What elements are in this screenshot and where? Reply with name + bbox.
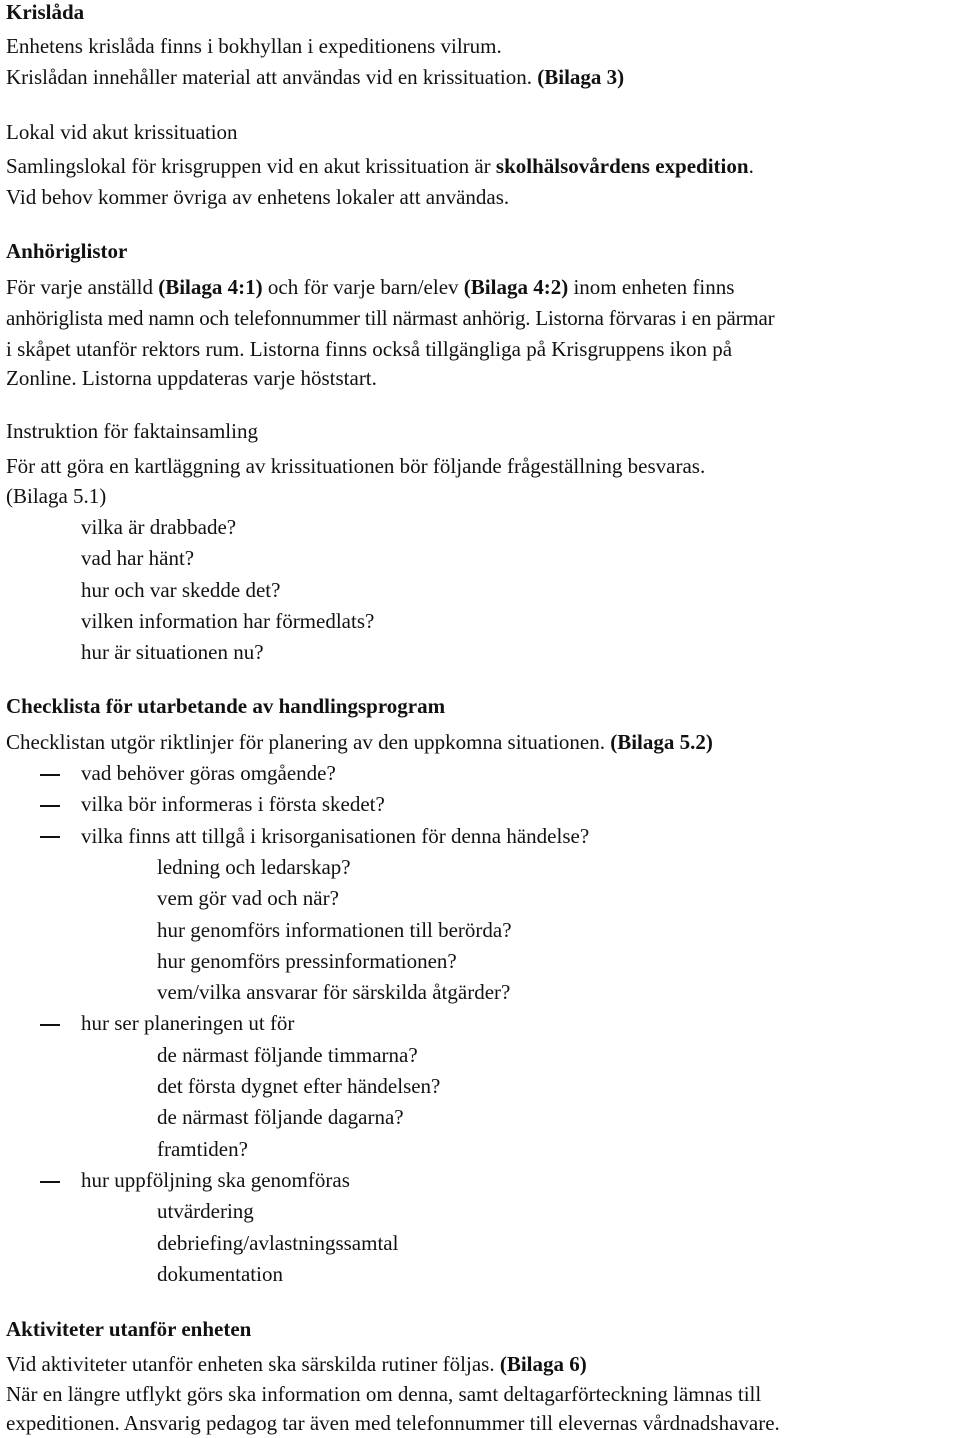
fact-question: vad har hänt? [81, 546, 195, 570]
attachment-ref: (Bilaga 6) [499, 1352, 587, 1376]
lokal-paragraph-2: Vid behov kommer övriga av enhetens lokaler att användas. [6, 185, 510, 209]
text: Checklistan utgör riktlinjer för planering av den uppkomna situationen. [6, 730, 611, 754]
dash-bullet [40, 1024, 60, 1026]
emphasis-location: skolhälsovårdens expedition [495, 154, 749, 178]
text: Vid aktiviteter utanför enheten ska särskilda rutiner följas. [6, 1352, 500, 1376]
attachment-ref: (Bilaga 4:1) [158, 275, 263, 299]
fact-question: hur är situationen nu? [81, 640, 264, 664]
anhoriglistor-line-4: Zonline. Listorna uppdateras varje höststart. [6, 366, 377, 390]
text: Samlingslokal för krisgruppen vid en akut krissituation är [6, 154, 496, 178]
checklist-subitem: de närmast följande timmarna? [157, 1043, 418, 1067]
attachment-ref: (Bilaga 5.2) [610, 730, 713, 754]
attachment-ref: (Bilaga 4:2) [463, 275, 569, 299]
text: och för varje barn/elev [262, 275, 464, 299]
dash-bullet [40, 805, 60, 807]
checklist-subitem: vem gör vad och när? [157, 886, 339, 910]
checklist-subitem: vem/vilka ansvarar för särskilda åtgärder? [157, 980, 511, 1004]
checklist-subitem: utvärdering [157, 1199, 254, 1223]
fact-question: vilka är drabbade? [81, 515, 237, 539]
dash-bullet [40, 774, 60, 776]
checklist-item: vilka bör informeras i första skedet? [81, 792, 385, 816]
checklist-subitem: dokumentation [157, 1262, 283, 1286]
fact-question: hur och var skedde det? [81, 578, 281, 602]
checklist-subitem: debriefing/avlastningssamtal [157, 1231, 399, 1255]
checklist-subitem: hur genomförs informationen till berörda? [157, 918, 512, 942]
faktainsamling-line-2: (Bilaga 5.1) [6, 484, 107, 508]
anhoriglistor-line-1 [6, 277, 734, 298]
text: Krislådan innehåller material att användas vid en krissituation. [6, 65, 538, 89]
heading-lokal: Lokal vid akut krissituation [6, 120, 238, 144]
text: inom enheten finns [568, 275, 735, 299]
checklist-item: hur uppföljning ska genomföras [81, 1168, 350, 1192]
aktiviteter-line-3: expeditionen. Ansvarig pedagog tar även med telefonnummer till elevernas vårdnadshavare. [6, 1411, 780, 1435]
checklist-subitem: det första dygnet efter händelsen? [157, 1074, 441, 1098]
heading-krislada: Krislåda [6, 0, 85, 24]
heading-faktainsamling: Instruktion för faktainsamling [6, 419, 258, 443]
checklist-subitem: ledning och ledarskap? [157, 855, 351, 879]
text: För varje anställd [6, 275, 159, 299]
heading-checklista: Checklista för utarbetande av handlingsprogram [6, 694, 446, 718]
anhoriglistor-line-3: i skåpet utanför rektors rum. Listorna finns också tillgängliga på Krisgruppens ikon på [6, 337, 733, 361]
text: . [748, 154, 754, 178]
attachment-ref: (Bilaga 3) [537, 65, 625, 89]
faktainsamling-line-1: För att göra en kartläggning av krissituationen bör följande frågeställning besvaras. [6, 454, 706, 478]
anhoriglistor-line-2: anhöriglista med namn och telefonnummer till närmast anhörig. Listorna förvaras i en pärmar [6, 306, 775, 330]
dash-bullet [40, 1181, 60, 1183]
checklist-subitem: de närmast följande dagarna? [157, 1105, 404, 1129]
checklista-intro [6, 732, 713, 753]
aktiviteter-line-1 [6, 1354, 587, 1375]
fact-question: vilken information har förmedlats? [81, 609, 375, 633]
dash-bullet [40, 836, 60, 838]
aktiviteter-line-2: När en längre utflykt görs ska information om denna, samt deltagarförteckning lämnas till [6, 1382, 762, 1406]
checklist-item: vad behöver göras omgående? [81, 761, 336, 785]
lokal-paragraph-1 [6, 156, 754, 177]
krislada-paragraph-1: Enhetens krislåda finns i bokhyllan i expeditionens vilrum. [6, 34, 502, 58]
heading-anhoriglistor: Anhöriglistor [6, 239, 128, 263]
checklist-item: hur ser planeringen ut för [81, 1011, 295, 1035]
checklist-subitem: framtiden? [157, 1137, 248, 1161]
heading-aktiviteter: Aktiviteter utanför enheten [6, 1317, 252, 1341]
krislada-paragraph-2 [6, 67, 624, 88]
checklist-subitem: hur genomförs pressinformationen? [157, 949, 457, 973]
checklist-item: vilka finns att tillgå i krisorganisationen för denna händelse? [81, 824, 590, 848]
